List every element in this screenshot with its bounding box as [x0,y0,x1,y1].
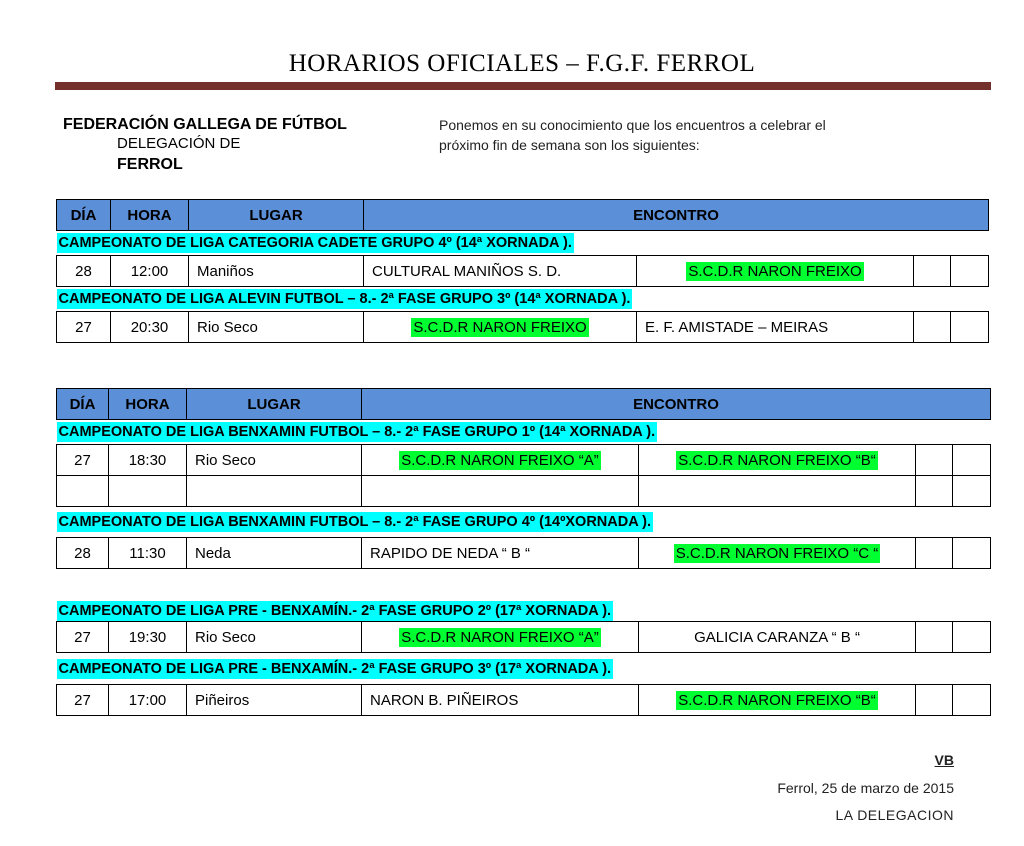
home-team [362,445,639,476]
match-row [57,685,991,716]
away-team-label: GALICIA CARANZA “ B “ [694,628,860,646]
home-team [364,256,637,287]
category-label: CAMPEONATO DE LIGA PRE - BENXAMÍN.- 2ª FASE GRUPO 3º (17ª XORNADA ). [58,660,612,677]
empty-cell [953,476,991,507]
empty-cell [916,445,953,476]
empty-cell [953,622,991,653]
away-team [637,256,914,287]
empty-cell [916,538,953,569]
empty-row [57,476,991,507]
match-place: Neda [187,538,362,569]
away-team-label: S.C.D.R NARON FREIXO [688,262,862,280]
empty-cell [109,476,187,507]
category-row [57,653,991,685]
empty-cell [953,445,991,476]
match-row [57,312,989,343]
category-row [57,287,989,312]
notice-line-2: próximo fin de semana son los siguientes: [439,137,700,153]
col-header-day: DÍA [57,389,109,420]
match-place: Rio Seco [187,622,362,653]
home-team-label: NARON B. PIÑEIROS [370,691,519,709]
empty-cell [187,476,362,507]
match-row [57,445,991,476]
empty-cell [951,256,989,287]
col-header-place: LUGAR [187,389,362,420]
empty-cell [916,476,953,507]
match-time: 18:30 [109,445,187,476]
footer-date: Ferrol, 25 de marzo de 2015 [777,780,954,796]
category-row [57,569,991,622]
away-team [639,538,916,569]
empty-cell [914,312,951,343]
category-row [57,420,991,445]
col-header-match: ENCONTRO [362,389,991,420]
match-day: 27 [57,445,109,476]
category-label: CAMPEONATO DE LIGA BENXAMIN FUTBOL – 8.- 2ª FASE GRUPO 4º (14ºXORNADA ). [58,514,652,530]
empty-cell [916,622,953,653]
col-header-time: HORA [111,200,189,231]
match-day: 27 [57,685,109,716]
home-team-label: S.C.D.R NARON FREIXO “A” [401,451,599,469]
empty-cell [914,256,951,287]
home-team-label: CULTURAL MANIÑOS S. D. [372,262,562,280]
match-day: 28 [57,538,109,569]
schedule-table-1 [56,199,989,343]
category-label: CAMPEONATO DE LIGA PRE - BENXAMÍN.- 2ª FASE GRUPO 2º (17ª XORNADA ). [58,603,612,619]
page-title: HORARIOS OFICIALES – F.G.F. FERROL [288,50,756,77]
empty-cell [953,685,991,716]
away-team [639,445,916,476]
col-header-time: HORA [109,389,187,420]
col-header-place: LUGAR [189,200,364,231]
category-row [57,507,991,538]
match-place: Rio Seco [187,445,362,476]
match-place: Maniños [189,256,364,287]
match-time: 12:00 [111,256,189,287]
empty-cell [916,685,953,716]
empty-cell [639,476,916,507]
match-place: Piñeiros [187,685,362,716]
federation-name: FEDERACIÓN GALLEGA DE FÚTBOL [63,116,347,133]
category-label: CAMPEONATO DE LIGA ALEVIN FUTBOL – 8.- 2ª FASE GRUPO 3º (14ª XORNADA ). [58,291,631,307]
footer-signature: LA DELEGACION [835,807,954,823]
match-row [57,256,989,287]
away-team [639,622,916,653]
vb-mark: VB [934,752,954,768]
match-row [57,538,991,569]
category-row [57,231,989,256]
empty-cell [362,476,639,507]
schedule-table-2 [56,388,991,716]
match-day: 27 [57,622,109,653]
category-label: CAMPEONATO DE LIGA BENXAMIN FUTBOL – 8.- 2ª FASE GRUPO 1º (14ª XORNADA ). [58,424,656,440]
empty-cell [953,538,991,569]
home-team [362,622,639,653]
match-place: Rio Seco [189,312,364,343]
category-label: CAMPEONATO DE LIGA CATEGORIA CADETE GRUPO 4º (14ª XORNADA ). [58,235,572,251]
notice-text [439,115,899,155]
delegation-city: FERROL [117,156,183,173]
match-time: 20:30 [111,312,189,343]
away-team [639,685,916,716]
match-day: 28 [57,256,111,287]
home-team-label: RAPIDO DE NEDA “ B “ [370,544,531,562]
table-header-row [57,389,991,420]
match-time: 11:30 [109,538,187,569]
away-team-label: E. F. AMISTADE – MEIRAS [645,318,829,336]
delegation-label: DELEGACIÓN DE [117,135,241,152]
match-row [57,622,991,653]
notice-line-1: Ponemos en su conocimiento que los encuentros a celebrar el [439,117,826,133]
away-team-label: S.C.D.R NARON FREIXO “B“ [678,691,876,709]
empty-cell [951,312,989,343]
match-day: 27 [57,312,111,343]
away-team-label: S.C.D.R NARON FREIXO “B“ [678,451,876,469]
home-team-label: S.C.D.R NARON FREIXO [413,318,587,336]
col-header-match: ENCONTRO [364,200,989,231]
home-team [362,538,639,569]
match-time: 19:30 [109,622,187,653]
home-team [364,312,637,343]
empty-cell [57,476,109,507]
col-header-day: DÍA [57,200,111,231]
away-team [637,312,914,343]
home-team [362,685,639,716]
match-time: 17:00 [109,685,187,716]
home-team-label: S.C.D.R NARON FREIXO “A” [401,628,599,646]
away-team-label: S.C.D.R NARON FREIXO “C “ [675,544,879,562]
title-divider [55,82,991,90]
table-header-row [57,200,989,231]
